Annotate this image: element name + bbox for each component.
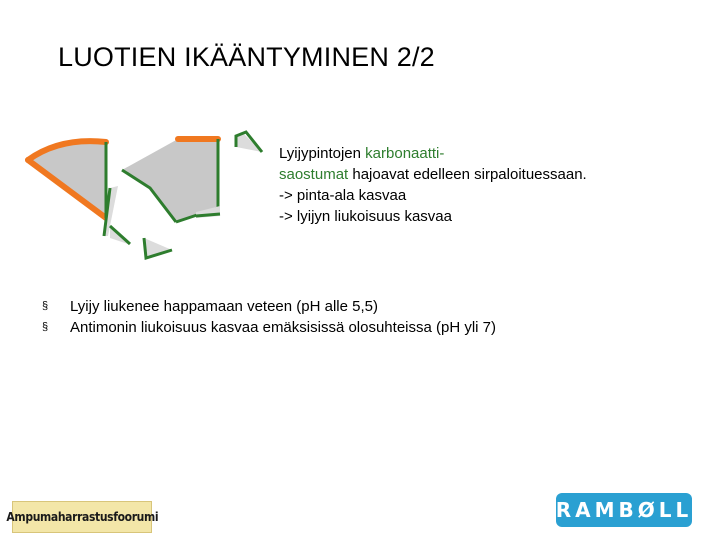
bullet-marker: § [42,300,49,312]
description-line-1: Lyijypintojen karbonaatti- [279,145,445,162]
bullet-fragment-bottom-left [110,226,130,244]
description-text [279,143,699,227]
description-line-4: -> lyijyn liukoisuus kasvaa [279,208,452,225]
bullet-fragment-splinter [103,186,118,236]
bullet-fragment-sliver [236,132,262,152]
bullet-text: Antimonin liukoisuus kasvaa emäksisissä olosuhteissa (pH yli 7) [70,319,497,336]
slide-title: LUOTIEN IKÄÄNTYMINEN 2/2 [58,42,435,72]
bullet-fragment-middle [122,139,218,222]
bullet-fragment-large [28,141,106,218]
accent-term-1: karbonaatti- [365,145,445,162]
logo-right-text: RAMBØLL [555,498,693,522]
bullet-fragment-bottom-right [144,238,172,258]
accent-term-2: saostumat [279,166,349,183]
bullet-list [42,296,496,338]
bullet-text: Lyijy liukenee happamaan veteen (pH alle 5,5) [70,298,378,315]
list-item [42,317,496,338]
bullet-fragment-chip [196,206,220,218]
description-line-2: saostumat hajoavat edelleen sirpaloituessaan. [279,166,587,183]
ampumaharrastusfoorumi-logo [6,501,158,533]
bullet-marker: § [42,321,49,333]
logo-left-text: Ampumaharrastusfoorumi [6,510,158,524]
list-item [42,296,496,317]
description-line-3: -> pinta-ala kasvaa [279,187,407,204]
ramboll-logo [556,493,692,527]
